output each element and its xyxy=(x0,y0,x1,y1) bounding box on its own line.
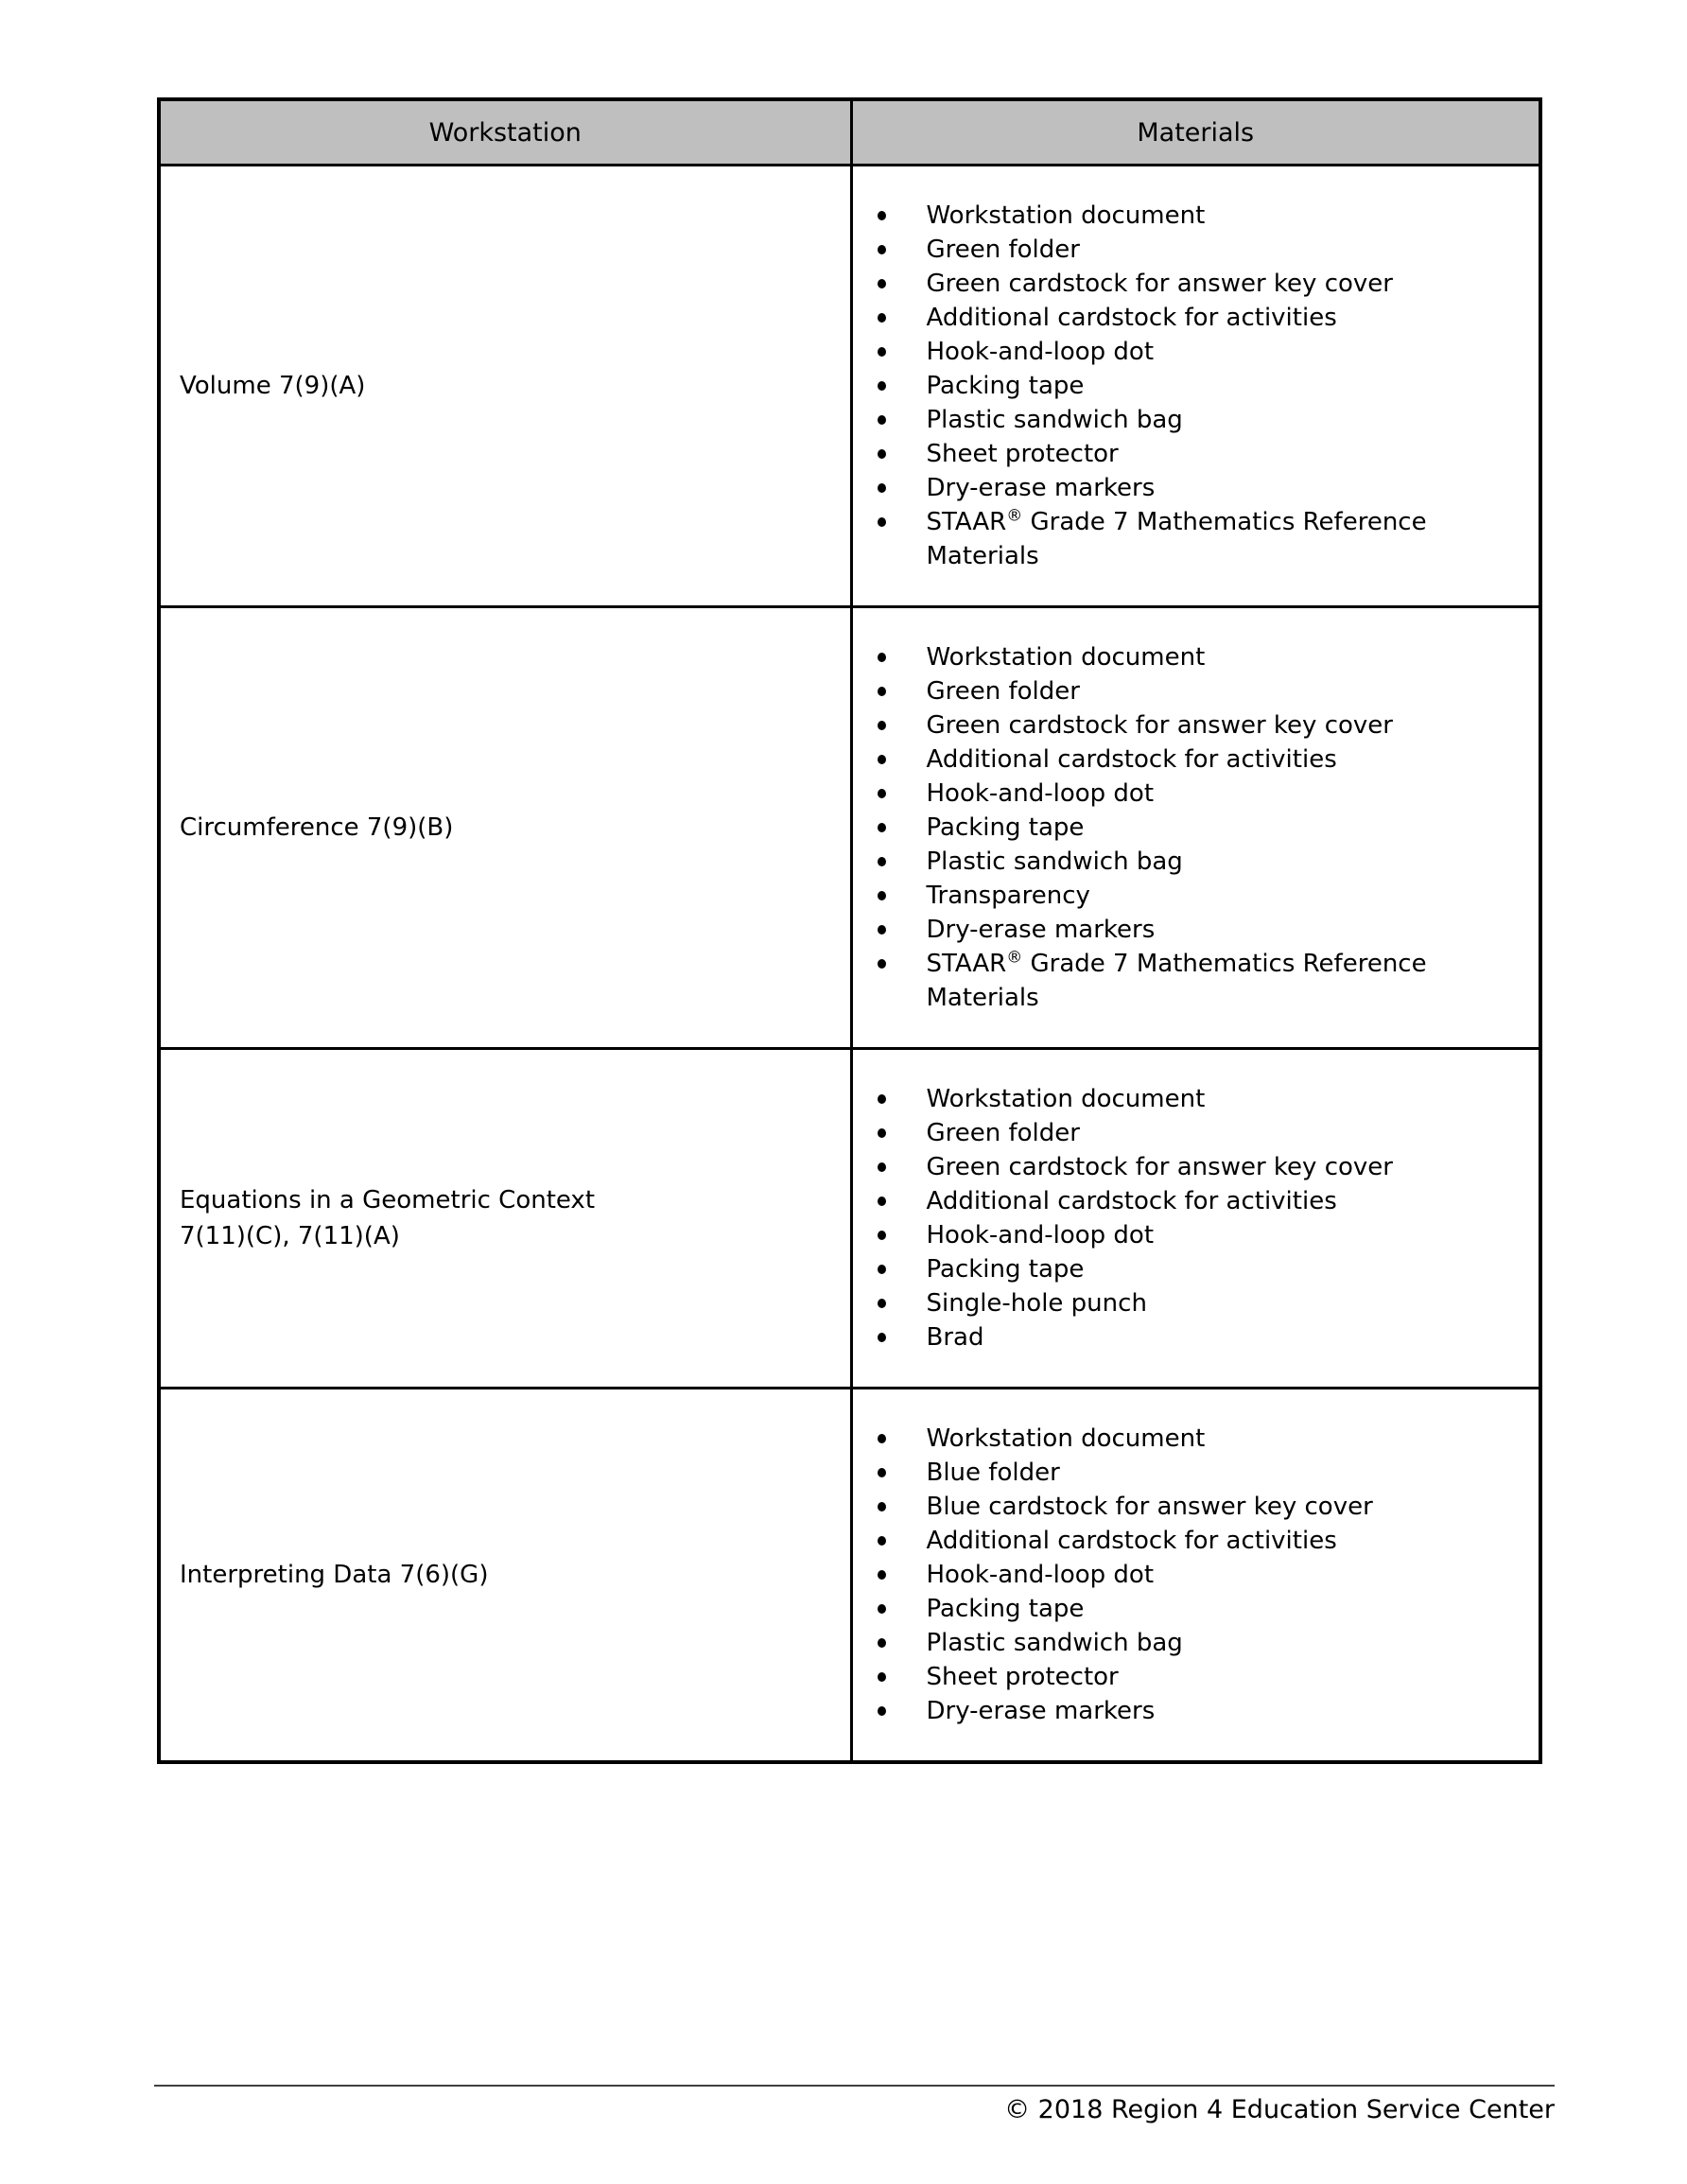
material-item xyxy=(878,1252,1445,1286)
material-text: Brad xyxy=(926,1323,984,1352)
material-text: STAAR® Grade 7 Mathematics Reference Materials xyxy=(926,948,1427,1012)
materials-list xyxy=(853,1422,1445,1728)
bullet-icon xyxy=(878,313,886,323)
bullet-icon xyxy=(878,1706,886,1716)
material-text: Additional cardstock for activities xyxy=(926,1187,1337,1215)
material-text: STAAR® Grade 7 Mathematics Reference Materials xyxy=(926,506,1427,570)
bullet-icon xyxy=(878,1333,886,1342)
material-item xyxy=(878,199,1445,233)
workstation-label: Equations in a Geometric Context xyxy=(180,1186,596,1214)
bullet-icon xyxy=(878,1162,886,1172)
material-text: Workstation document xyxy=(926,1424,1206,1453)
material-item xyxy=(878,403,1445,437)
bullet-icon xyxy=(878,687,886,696)
material-item xyxy=(878,845,1445,879)
workstation-cell xyxy=(159,1389,851,1763)
material-text: Blue folder xyxy=(926,1459,1060,1487)
page-footer xyxy=(154,2085,1555,2126)
material-text: Dry-erase markers xyxy=(926,1697,1156,1725)
material-text: Workstation document xyxy=(926,643,1206,672)
material-item xyxy=(878,879,1445,913)
material-text: Sheet protector xyxy=(926,1663,1119,1691)
bullet-icon xyxy=(878,891,886,900)
material-item xyxy=(878,1320,1445,1354)
table-row xyxy=(159,166,1540,607)
material-item xyxy=(878,1592,1445,1626)
material-text: Hook-and-loop dot xyxy=(926,1221,1155,1249)
material-item xyxy=(878,674,1445,708)
material-item xyxy=(878,1626,1445,1660)
bullet-icon xyxy=(878,1604,886,1614)
material-item xyxy=(878,743,1445,777)
bullet-icon xyxy=(878,1128,886,1138)
workstation-label: Volume 7(9)(A) xyxy=(180,372,366,400)
bullet-icon xyxy=(878,1434,886,1443)
material-text: Dry-erase markers xyxy=(926,916,1156,944)
bullet-icon xyxy=(878,1672,886,1682)
bullet-icon xyxy=(878,1265,886,1274)
material-item xyxy=(878,947,1445,1015)
material-text: Packing tape xyxy=(926,372,1085,400)
bullet-icon xyxy=(878,1231,886,1240)
material-text: Additional cardstock for activities xyxy=(926,745,1337,774)
material-text: Packing tape xyxy=(926,1255,1085,1284)
material-text: Hook-and-loop dot xyxy=(926,1561,1155,1589)
materials-cell xyxy=(851,166,1540,607)
material-item xyxy=(878,811,1445,845)
column-header-materials: Materials xyxy=(851,99,1540,166)
material-item xyxy=(878,267,1445,301)
material-item xyxy=(878,335,1445,369)
material-text: Hook-and-loop dot xyxy=(926,779,1155,808)
material-text: Green cardstock for answer key cover xyxy=(926,1153,1393,1181)
material-text: Green folder xyxy=(926,236,1080,264)
registered-trademark-symbol: ® xyxy=(1006,948,1023,968)
material-text: Plastic sandwich bag xyxy=(926,1629,1183,1657)
workstation-cell xyxy=(159,607,851,1049)
material-item xyxy=(878,1218,1445,1252)
material-text: Single-hole punch xyxy=(926,1289,1147,1318)
workstation-label: 7(11)(C), 7(11)(A) xyxy=(180,1222,400,1250)
material-item xyxy=(878,1286,1445,1320)
material-item xyxy=(878,1116,1445,1150)
material-text: Dry-erase markers xyxy=(926,474,1156,502)
material-item xyxy=(878,1524,1445,1558)
material-item xyxy=(878,437,1445,471)
table-body xyxy=(159,166,1540,1763)
material-text: Packing tape xyxy=(926,813,1085,842)
bullet-icon xyxy=(878,721,886,730)
bullet-icon xyxy=(878,1638,886,1648)
bullet-icon xyxy=(878,1536,886,1546)
bullet-icon xyxy=(878,755,886,764)
materials-list xyxy=(853,1082,1445,1354)
material-text: Plastic sandwich bag xyxy=(926,847,1183,876)
material-item xyxy=(878,369,1445,403)
material-item xyxy=(878,913,1445,947)
workstation-label: Interpreting Data 7(6)(G) xyxy=(180,1561,489,1589)
material-item xyxy=(878,1660,1445,1694)
bullet-icon xyxy=(878,1502,886,1511)
material-text: Green cardstock for answer key cover xyxy=(926,711,1393,740)
bullet-icon xyxy=(878,653,886,662)
material-item xyxy=(878,505,1445,573)
material-text: Packing tape xyxy=(926,1595,1085,1623)
bullet-icon xyxy=(878,347,886,357)
bullet-icon xyxy=(878,279,886,288)
bullet-icon xyxy=(878,1094,886,1104)
workstation-label: Circumference 7(9)(B) xyxy=(180,813,454,842)
bullet-icon xyxy=(878,1468,886,1477)
bullet-icon xyxy=(878,789,886,798)
material-text: Additional cardstock for activities xyxy=(926,304,1337,332)
material-item xyxy=(878,471,1445,505)
bullet-icon xyxy=(878,381,886,391)
material-text: Workstation document xyxy=(926,1085,1206,1113)
material-text: Additional cardstock for activities xyxy=(926,1527,1337,1555)
material-item xyxy=(878,301,1445,335)
material-item xyxy=(878,777,1445,811)
bullet-icon xyxy=(878,925,886,935)
bullet-icon xyxy=(878,1570,886,1580)
material-text: Sheet protector xyxy=(926,440,1119,468)
materials-cell xyxy=(851,1049,1540,1389)
materials-cell xyxy=(851,607,1540,1049)
material-text: Green folder xyxy=(926,677,1080,706)
material-item xyxy=(878,1456,1445,1490)
bullet-icon xyxy=(878,1197,886,1206)
materials-cell xyxy=(851,1389,1540,1763)
material-item xyxy=(878,708,1445,743)
material-item xyxy=(878,1490,1445,1524)
bullet-icon xyxy=(878,415,886,425)
material-item xyxy=(878,1558,1445,1592)
bullet-icon xyxy=(878,483,886,493)
material-item xyxy=(878,1422,1445,1456)
bullet-icon xyxy=(878,211,886,220)
registered-trademark-symbol: ® xyxy=(1006,506,1023,526)
material-item xyxy=(878,233,1445,267)
materials-list xyxy=(853,640,1445,1015)
bullet-icon xyxy=(878,959,886,969)
material-item xyxy=(878,1694,1445,1728)
workstation-cell xyxy=(159,166,851,607)
material-text: Green folder xyxy=(926,1119,1080,1147)
table-row xyxy=(159,1389,1540,1763)
column-header-workstation: Workstation xyxy=(159,99,851,166)
material-text: Green cardstock for answer key cover xyxy=(926,270,1393,298)
material-text: Workstation document xyxy=(926,201,1206,230)
material-item xyxy=(878,1082,1445,1116)
bullet-icon xyxy=(878,449,886,459)
copyright-text: © 2018 Region 4 Education Service Center xyxy=(1004,2095,1555,2124)
material-text: Transparency xyxy=(926,882,1090,910)
material-text: Plastic sandwich bag xyxy=(926,406,1183,434)
material-item xyxy=(878,1184,1445,1218)
workstation-cell xyxy=(159,1049,851,1389)
material-item xyxy=(878,1150,1445,1184)
materials-table xyxy=(157,97,1542,1764)
bullet-icon xyxy=(878,823,886,832)
material-text: Blue cardstock for answer key cover xyxy=(926,1493,1373,1521)
bullet-icon xyxy=(878,517,886,527)
table-header-row xyxy=(159,99,1540,166)
bullet-icon xyxy=(878,1299,886,1308)
bullet-icon xyxy=(878,245,886,254)
material-item xyxy=(878,640,1445,674)
table-row xyxy=(159,1049,1540,1389)
material-text: Hook-and-loop dot xyxy=(926,338,1155,366)
table-row xyxy=(159,607,1540,1049)
materials-list xyxy=(853,199,1445,573)
bullet-icon xyxy=(878,857,886,866)
